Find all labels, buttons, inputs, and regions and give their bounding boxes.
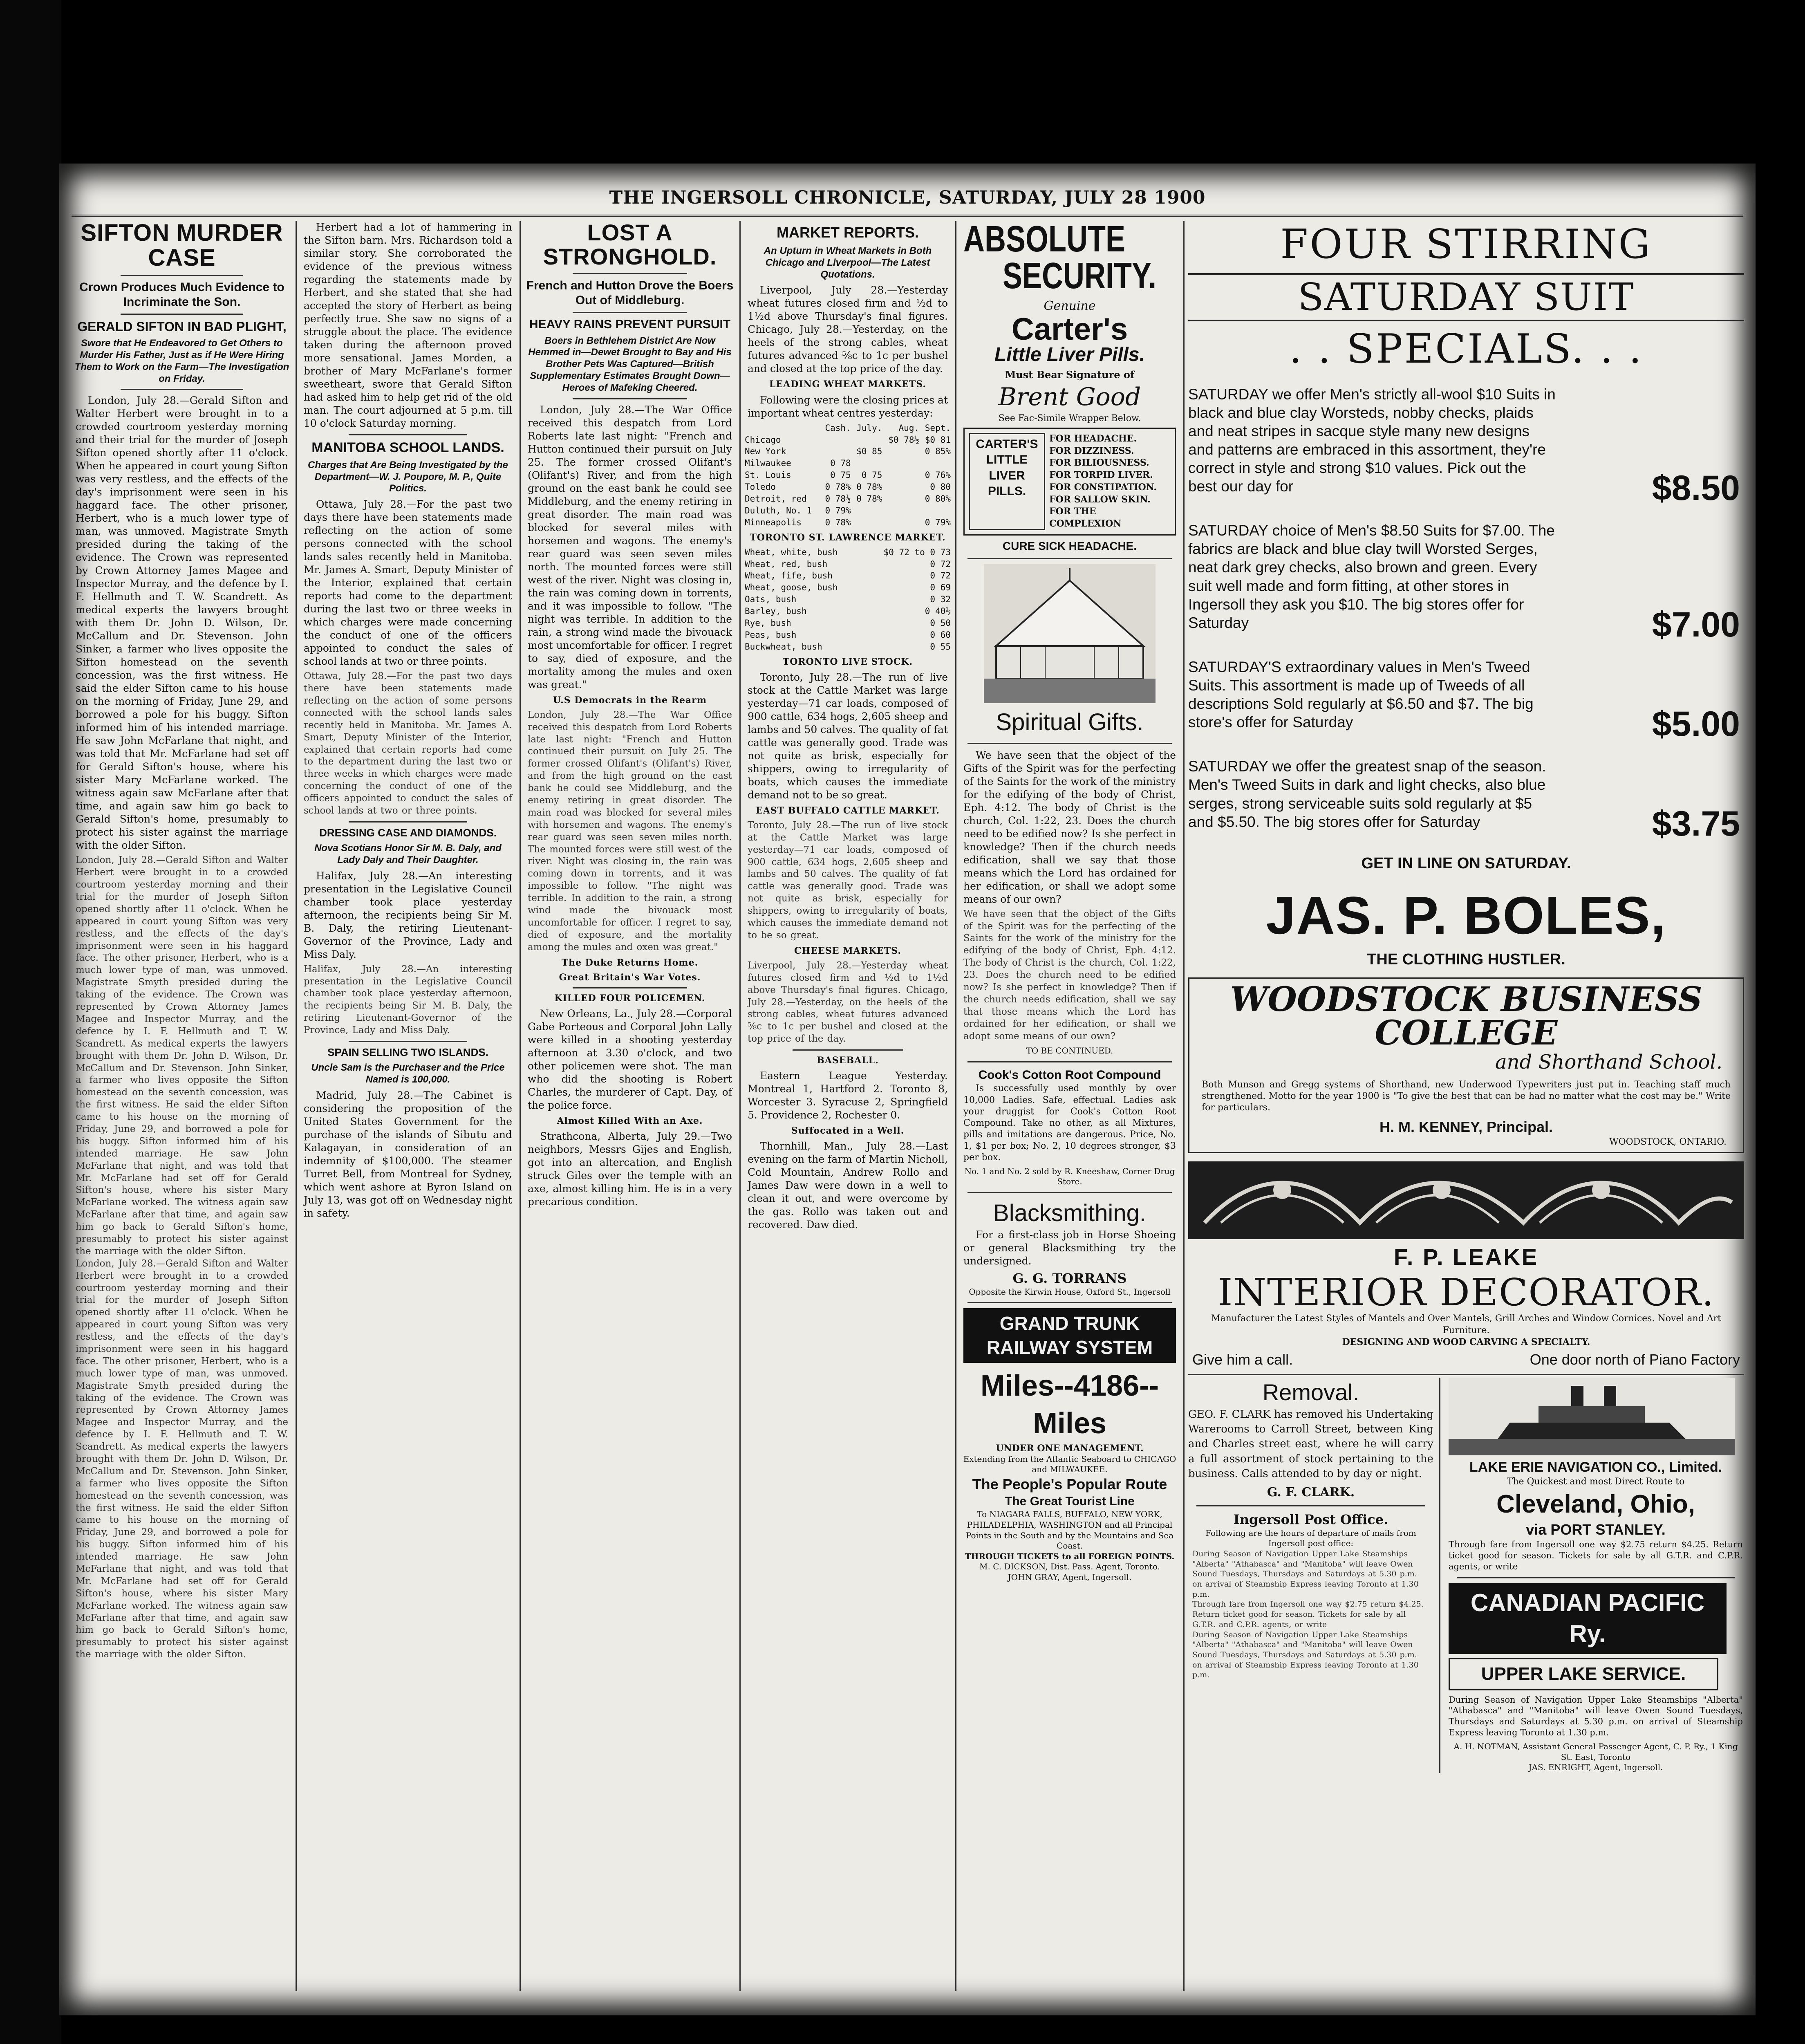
list-item: FOR DIZZINESS. (1049, 445, 1134, 456)
post-office-title: Ingersoll Post Office. (1233, 1511, 1388, 1527)
post-office-schedule: During Season of Navigation Upper Lake Steamships "Alberta" "Athabasca" and "Manitoba" will leave Owen Sound Tuesdays, Thursdays and Saturdays at 5.30 p.m. on arrival of Steamship Express leaving Toronto at 1.30 p.m. (1192, 1549, 1419, 1599)
suit-special-price: $3.75 (1652, 804, 1740, 843)
manitoba-deck: Charges that Are Being Investigated by the Department—W. J. Poupore, M. P., Quite Politics. (308, 459, 508, 494)
leake-call: Give him a call. (1192, 1351, 1293, 1368)
table-cell (852, 505, 884, 517)
blacksmithing-body (959, 1228, 1180, 1268)
stronghold-deck: Boers in Bethlehem District Are Now Hemmed in—Dewet Brought to Bay and His Brother Pets Was Captured—British Supplementary Estimates Brought Down—Heroes of Mafeking Cheered. (528, 335, 732, 393)
war-votes-headline: Great Britain's War Votes. (559, 972, 701, 983)
grand-trunk-through: THROUGH TICKETS to all FOREIGN POINTS. (965, 1551, 1175, 1561)
table-cell: Wheat, goose, bush (745, 583, 838, 593)
table-cell: Milwaukee (745, 458, 791, 468)
sifton-continued (300, 221, 516, 430)
page-masthead: THE INGERSOLL CHRONICLE, SATURDAY, JULY 28 1900 (609, 187, 1206, 208)
table-cell: Barley, bush (745, 606, 807, 616)
sifton-paragraph-cont: Herbert had a lot of hammering in the Sifton barn. Mrs. Richardson told a similar story. She corroborated the evidence of the previous witness regarding the statements made by Herbert, and she stated that she had accepted the story of Herbert as being perfectly true. She saw no signs of a struggle about the place. The evidence taken during the afternoon proved more sensational. James Morden, a brother of Mary McFarlane's former sweetheart, swore that Gerald Sifton had asked him to help get rid of the old man. The court adjourned at 5 p.m. till 10 o'clock Saturday morning. (304, 221, 512, 429)
list-item: FOR BILIOUSNESS. (1049, 457, 1149, 468)
table-row (743, 594, 952, 605)
stronghold-headline: LOST A STRONGHOLD. (543, 221, 717, 269)
suit-special-4 (1188, 757, 1744, 845)
grand-trunk-line: The Great Tourist Line (1005, 1494, 1135, 1508)
table-cell: 0 72 (930, 559, 951, 569)
st-lawrence-table (743, 547, 952, 653)
spain-body (300, 1089, 516, 1220)
carter-sig-note: Must Bear Signature of (1005, 369, 1135, 381)
cpr-banner: CANADIAN PACIFIC Ry. (1449, 1583, 1727, 1654)
column-5-ads (959, 221, 1180, 1991)
stronghold-body (524, 403, 736, 691)
table-cell: Buckwheat, bush (745, 641, 822, 652)
cooks-paragraph: Is successfully used monthly by over 10,000 Ladies. Safe, effectual. Ladies ask your druggist for Cook's Cotton Root Compound. Take no other, as all Mixtures, pills and imitations are dangerous. Price, No. 1, $1 per box; No. 2, 10 degrees stronger, $3 per box. (963, 1083, 1176, 1163)
woodstock-principal: H. M. KENNEY, Principal. (1379, 1118, 1553, 1136)
market-headline: MARKET REPORTS. (776, 224, 919, 241)
suit-special-price: $8.50 (1652, 468, 1740, 508)
table-cell: Duluth, No. 1 (745, 505, 812, 515)
lake-erie-city: Cleveland, Ohio, (1496, 1490, 1695, 1518)
manitoba-body (300, 498, 516, 668)
st-lawrence-title: TORONTO ST. LAWRENCE MARKET. (750, 532, 946, 543)
cooks-footer: No. 1 and No. 2 sold by R. Kneeshaw, Corner Drug Store. (964, 1166, 1175, 1187)
cpr-body: During Season of Navigation Upper Lake Steamships "Alberta" "Athabasca" and "Manitoba" will leave Owen Sound Tuesdays, Thursdays and Saturdays at 5.30 p.m. on arrival of Steamship Express leaving Toronto at 1.30 p.m. (1449, 1694, 1743, 1738)
leake-body: Manufacturer the Latest Styles of Mantels and Over Mantels, Grill Arches and Window Cornices. Novel and Art Furniture. (1211, 1313, 1722, 1336)
spain-paragraph: Madrid, July 28.—The Cabinet is considering the proposition of the United States Government for the purchase of the islands of Sibutu and Kalagayan, in consideration of an indemnity of $100,000. The steamer Turret Bell, from Montreal for Sydney, which went ashore at Byron Island on July 13, was got off on Wednesday night in safety. (304, 1089, 512, 1219)
table-cell: 0 78% (825, 482, 851, 492)
grand-trunk-banner: GRAND TRUNK RAILWAY SYSTEM (963, 1308, 1176, 1363)
cpr-local-agent: JAS. ENRIGHT, Agent, Ingersoll. (1528, 1762, 1663, 1773)
divider (573, 273, 687, 274)
removal-body: GEO. F. CLARK has removed his Undertaking Warerooms to Carroll Street, between King and Charles street east, where he will carry a full assortment of stock pertaining to the business. Calls attended to by day or night. (1188, 1408, 1433, 1480)
tent-illustration (984, 564, 1156, 703)
removal-title: Removal. (1262, 1379, 1359, 1405)
table-cell: 0 32 (930, 594, 951, 605)
post-office-schedule-3: During Season of Navigation Upper Lake Steamships "Alberta" "Athabasca" and "Manitoba" will leave Owen Sound Tuesdays, Thursdays and Saturdays at 5.30 p.m. on arrival of Steamship Express leaving Toronto at 1.30 p.m. (1192, 1630, 1419, 1680)
grand-trunk-places: To NIAGARA FALLS, BUFFALO, NEW YORK, PHILADELPHIA, WASHINGTON and all Principal Points in the South and by the Mountains and Sea Coast. (965, 1509, 1174, 1551)
blacksmith-name: G. G. TORRANS (1012, 1270, 1127, 1286)
blacksmithing-paragraph: For a first-class job in Horse Shoeing or general Blacksmithing try the undersigned. (963, 1228, 1176, 1267)
divider (573, 312, 687, 313)
blacksmith-address: Opposite the Kirwin House, Oxford St., Ingersoll (969, 1286, 1171, 1297)
removal-and-post-office (1188, 1378, 1440, 1773)
column-4 (743, 221, 952, 1991)
divider (121, 389, 243, 390)
policemen-paragraph: New Orleans, La., July 28.—Corporal Gabe Porteous and Corporal John Lally were killed in a shooting yesterday afternoon at 3.30 o'clock, and two other policemen were shot. The man who did the shooting is Robert Charles, the murderer of Capt. Day, of the police force. (528, 1008, 732, 1112)
newspaper-page (59, 164, 1756, 2015)
table-row (743, 617, 952, 629)
table-header-cell: July. (856, 423, 882, 433)
table-cell: 0 76% (925, 470, 951, 480)
table-cell: 0 85% (925, 446, 951, 457)
table-row (743, 446, 952, 457)
sifton-headline: SIFTON MURDER CASE (81, 221, 283, 271)
stronghold-subhead-2: HEAVY RAINS PREVENT PURSUIT (529, 317, 731, 331)
lake-erie-body: Through fare from Ingersoll one way $2.75 return $4.25. Return ticket good for season. Tickets for sale by all G.T.R. and C.P.R. agents, or write (1449, 1540, 1743, 1571)
dressing-case-continued: Halifax, July 28.—An interesting presentation in the Legislative Council chamber took place yesterday afternoon, the recipients being Sir M. B. Daly, the retiring Lieutenant-Governor of the Province, Lady and Miss Daly. (304, 964, 512, 1036)
list-item: FOR CONSTIPATION. (1049, 482, 1157, 493)
boles-tagline: THE CLOTHING HUSTLER. (1367, 950, 1565, 968)
carter-wrapper-facsimile (963, 428, 1176, 536)
spain-deck: Uncle Sam is the Purchaser and the Price Named is 100,000. (311, 1062, 505, 1085)
table-cell (883, 517, 920, 529)
divider (121, 275, 243, 276)
removal-signature: G. F. CLARK. (1267, 1485, 1355, 1499)
leake-location: One door north of Piano Factory (1530, 1351, 1740, 1368)
divider (121, 314, 243, 315)
sifton-continued-text: London, July 28.—Gerald Sifton and Walter Herbert were brought in to a crowded courtroom yesterday morning and their trial for the murder of Joseph Sifton opened shortly after 11 o'clock. When he appeared in court young Sifton was very restless, and the effects of the day's imprisonment were seen in his haggard face. The other prisoner, Herbert, who is a much lower type of man, was unmoved. Magistrate Smyth presided during the taking of the evidence. The Crown was represented by Crown Attorney James Magee and Inspector Murray, and the defence by I. F. Hellmuth and T. W. Scandrett. As medical experts the lawyers brought with them Dr. John D. Wilson, Dr. McCallum and Dr. Stevenson. John Sinker, a farmer who lives opposite the Sifton homestead on the seventh concession, was the first witness. He said the elder Sifton came to his house on the morning of Friday, June 29, and borrowed a pole for his buggy. Sifton informed him of his intended marriage. He saw John McFarlane that night, and was told that Mr. McFarlane had set off for Gerald Sifton's house, where his sister Mary McFarlane worked. The witness again saw McFarlane after that time, and again saw him go back to Gerald Sifton's home, presumably to protect his sister against the marriage with the older Sifton. (76, 855, 288, 1257)
table-cell: 0 72 (930, 571, 951, 581)
table-cell: 0 78% (856, 493, 882, 504)
to-be-continued: TO BE CONTINUED. (1026, 1046, 1113, 1056)
masthead-rule (72, 215, 1743, 217)
column-1 (72, 221, 292, 1991)
carter-brand: Carter's (1011, 312, 1128, 347)
grand-trunk-management: UNDER ONE MANAGEMENT. (996, 1443, 1144, 1454)
lake-erie-via: via PORT STANLEY. (1526, 1521, 1666, 1538)
table-cell: 0 55 (930, 641, 951, 652)
spiritual-gifts-body (959, 749, 1180, 906)
sifton-deck: Swore that He Endeavored to Get Others to Murder His Father, Just as if He Were Hiring Them to Work on the Farm—The Investigation on Friday. (74, 338, 289, 384)
policemen-body (524, 1007, 736, 1112)
column-rule (520, 221, 521, 1991)
carter-signature: Brent Good (998, 383, 1141, 412)
lake-erie-title: LAKE ERIE NAVIGATION CO., Limited. (1469, 1459, 1722, 1475)
table-cell: 0 78½ (825, 493, 851, 504)
wheat-markets-table (743, 422, 952, 529)
stronghold-paragraph: London, July 28.—The War Office received this despatch from Lord Roberts late last night: "French and Hutton continued their pursuit on July 25. The former crossed Olifant's (Olifant's) River, and from the high ground on the east bank he could see Middleburg, and the enemy retiring in great disorder. The main road was blocked for several miles with horsemen and wagons. The enemy's rear guard was seen seven miles north. The mounted forces were still west of the river. Night was closing in, the rain was coming down in torrents, and it was impossible to follow. "The night was terrible. In addition to the rain, a strong wind made the bivouack most uncomfortable for officer. I regret to say, died of exposure, and the mortality among the mules and oxen was great." (528, 403, 732, 690)
sifton-continued-text-2: London, July 28.—Gerald Sifton and Walter Herbert were brought in to a crowded courtroom yesterday morning and their trial for the murder of Joseph Sifton opened shortly after 11 o'clock. When he appeared in court young Sifton was very restless, and the effects of the day's imprisonment were seen in his haggard face. The other prisoner, Herbert, who is a much lower type of man, was unmoved. Magistrate Smyth presided during the taking of the evidence. The Crown was represented by Crown Attorney James Magee and Inspector Murray, and the defence by I. F. Hellmuth and T. W. Scandrett. As medical experts the lawyers brought with them Dr. John D. Wilson, Dr. McCallum and Dr. Stevenson. John Sinker, a farmer who lives opposite the Sifton homestead on the seventh concession, was the first witness. He said the elder Sifton came to his house on the morning of Friday, June 29, and borrowed a pole for his buggy. Sifton informed him of his intended marriage. He saw John McFarlane that night, and was told that Mr. McFarlane had set off for Gerald Sifton's house, where his sister Mary McFarlane worked. The witness again saw McFarlane after that time, and again saw him go back to Gerald Sifton's home, presumably to protect his sister against the marriage with the older Sifton. (76, 1258, 288, 1660)
table-cell: $0 72 to 0 73 (883, 547, 951, 557)
leake-title: INTERIOR DECORATOR. (1218, 1271, 1715, 1315)
list-item: FOR TORPID LIVER. (1049, 470, 1153, 481)
scan-left-edge (0, 0, 61, 2044)
table-cell: Oats, bush (745, 594, 797, 605)
wheat-table-intro (743, 394, 952, 420)
divider (967, 1302, 1172, 1303)
column-rule (296, 221, 297, 1991)
table-cell: Toledo (745, 482, 776, 492)
table-row (743, 469, 952, 481)
baseball-paragraph: Eastern League Yesterday. Montreal 1, Hartford 2. Toronto 8, Worcester 3. Syracuse 2, Springfield 5. Providence 2, Rochester 0. (748, 1070, 948, 1121)
table-cell: Wheat, fife, bush (745, 571, 833, 581)
carter-headline-2: SECURITY. (1003, 256, 1157, 296)
table-cell: Wheat, red, bush (745, 559, 828, 569)
divider (1196, 1505, 1425, 1506)
table-cell: 0 79% (925, 517, 951, 527)
live-stock-title: TORONTO LIVE STOCK. (782, 656, 913, 667)
table-row (743, 434, 952, 446)
table-cell: 0 80 (930, 482, 951, 492)
carter-cure: CURE SICK HEADACHE. (1002, 539, 1137, 552)
table-cell: Chicago (745, 435, 781, 445)
sifton-paragraph: London, July 28.—Gerald Sifton and Walter Herbert were brought in to a crowded courtroom yesterday morning and their trial for the murder of Joseph Sifton opened shortly after 11 o'clock. When he appeared in court young Sifton was very restless, and the effects of the day's imprisonment were seen in his haggard face. The other prisoner, Herbert, who is a much lower type of man, was unmoved. Magistrate Smyth presided during the taking of the evidence. The Crown was represented by Crown Attorney James Magee and Inspector Murray, and the defence by I. F. Hellmuth and T. W. Scandrett. As medical experts the lawyers brought with them Dr. John D. Wilson, Dr. McCallum and Dr. Stevenson. John Sinker, a farmer who lives opposite the Sifton homestead on the seventh concession, was the first witness. He said the elder Sifton came to his house on the morning of Friday, June 29, and borrowed a pole for his buggy. Sifton informed him of his intended marriage. He saw John McFarlane that night, and was told that Mr. McFarlane had set off for Gerald Sifton's house, where his sister Mary McFarlane worked. The witness again saw McFarlane after that time, and again saw him go back to Gerald Sifton's home, presumably to protect his sister against the marriage with the older Sifton. (76, 394, 288, 852)
lower-ads-row (1188, 1378, 1744, 1773)
table-cell (852, 457, 884, 469)
well-paragraph: Thornhill, Man., July 28.—Last evening on the farm of Martin Nicholl, Cold Mountain, Andrew Rollo and James Daw were down in a well to clean it out, and were overcome by the gas. Rollo was taken out and recovered. Daw died. (748, 1140, 948, 1231)
duke-headline: The Duke Returns Home. (561, 957, 699, 968)
dressing-case-paragraph: Halifax, July 28.—An interesting presentation in the Legislative Council chamber took place yesterday afternoon, the recipients being Sir M. B. Daly, the retiring Lieutenant-Governor of the Province, Lady and Miss Daly. (304, 870, 512, 960)
spiritual-gifts-title: Spiritual Gifts. (996, 709, 1144, 736)
table-cell: Rye, bush (745, 618, 791, 628)
lake-erie-sub: The Quickest and most Direct Route to (1507, 1477, 1685, 1487)
table-cell (883, 505, 920, 517)
buffalo-body: Toronto, July 28.—The run of live stock at the Cattle Market was large yesterday—71 car loads, composed of 900 cattle, 634 hogs, 2,605 sheep and lambs and 50 calves. The quality of fat cattle was generally good. Trade was not quite as brisk, especially for shippers, owing to irregularity of boats, which causes the immediate demand not to be so great. (748, 820, 948, 941)
buffalo-title: EAST BUFFALO CATTLE MARKET. (756, 805, 940, 816)
table-cell: Detroit, red (745, 493, 807, 504)
table-cell: 0 60 (930, 630, 951, 640)
table-cell: Minneapolis (745, 517, 802, 527)
carter-headline-1: ABSOLUTE (963, 221, 1125, 260)
baseball-title: BASEBALL. (817, 1055, 879, 1066)
table-row (743, 517, 952, 529)
baseball-body (743, 1069, 952, 1122)
table-header-row (743, 422, 952, 434)
wheat-intro-text: Following were the closing prices at important wheat centres yesterday: (748, 394, 948, 419)
column-rule (739, 221, 741, 1991)
democrats-body: London, July 28.—The War Office received this despatch from Lord Roberts late last night: "French and Hutton continued their pursuit on July 25. The former crossed Olifant's (Olifant's) River, and from the high ground on the east bank he could see Middleburg, and the enemy retiring in great disorder. The main road was blocked for several miles with horsemen and wagons. The enemy's rear guard was seen seven miles north. The mounted forces were still west of the river. Night was closing in, the rain was coming down in torrents, and it was impossible to follow. "The night was terrible. In addition to the rain, a strong wind made the bivouack most uncomfortable for officer. I regret to say, died of exposure, and the mortality among the mules and oxen was great." (528, 709, 732, 953)
table-cell: New York (745, 446, 786, 457)
divider (573, 398, 687, 399)
well-title: Suffocated in a Well. (791, 1125, 905, 1136)
grand-trunk-route: The People's Popular Route (972, 1475, 1167, 1493)
list-item: FOR HEADACHE. (1049, 433, 1137, 444)
table-cell: 0 75 (830, 470, 851, 480)
table-cell (821, 434, 852, 446)
column-rule (955, 221, 956, 1991)
woodstock-place: WOODSTOCK, ONTARIO. (1609, 1137, 1727, 1148)
table-header-cell (743, 422, 821, 434)
table-cell: 0 69 (930, 583, 951, 593)
divider (967, 743, 1172, 744)
table-row (743, 570, 952, 582)
divider (967, 558, 1172, 559)
table-cell: 0 40½ (925, 606, 951, 616)
wheat-table-title: LEADING WHEAT MARKETS. (769, 379, 927, 390)
suit-special-2 (1188, 521, 1744, 646)
table-cell: 0 79% (825, 505, 851, 515)
table-cell: $0 81 (925, 435, 951, 445)
live-stock-body (743, 671, 952, 802)
table-cell (883, 469, 920, 481)
boles-name: JAS. P. BOLES, (1266, 885, 1666, 946)
table-header-cell: Cash. (825, 423, 851, 433)
cpr-agent: A. H. NOTMAN, Assistant General Passenger Agent, C. P. Ry., 1 King St. East, Toronto (1453, 1741, 1738, 1762)
list-item: FOR SALLOW SKIN. (1049, 494, 1151, 505)
table-cell (821, 446, 852, 457)
market-paragraph: Liverpool, July 28.—Yesterday wheat futures closed firm and ½d to 1½d above Thursday's final figures. Chicago, July 28.—Yesterday, on the heels of the strong cables, wheat futures advanced ⅝c to 1c per bushel and closed at the top price of the day. (748, 284, 948, 375)
steamship-ads (1449, 1378, 1743, 1773)
column-6-ads (1188, 221, 1744, 1991)
sifton-subhead-2: GERALD SIFTON IN BAD PLIGHT, (77, 319, 287, 334)
table-row (743, 641, 952, 653)
table-row (743, 605, 952, 617)
stronghold-subhead: French and Hutton Drove the Boers Out of Middleburg. (526, 278, 734, 307)
carter-ad (959, 221, 1180, 294)
carter-box-label: CARTER'S LITTLE LIVER PILLS. (969, 433, 1045, 530)
divider (573, 987, 687, 988)
divider (1457, 1577, 1735, 1578)
leake-name: F. P. LEAKE (1393, 1244, 1539, 1270)
boles-line: GET IN LINE ON SATURDAY. (1361, 854, 1571, 872)
axe-body (524, 1130, 736, 1208)
spiritual-gifts-paragraph: We have seen that the object of the Gifts of the Spirit was for the perfecting of the Saints for the work of the ministry for the edifying of the body of Christ, Eph. 4:12. The body of Christ is the church, Col. 1:22, 23. Does the church need to be edified now? Is she perfect in knowledge? Then if the church needs edification, shall we say that those means which the Lord has ordained for her edification, or shall we adopt some means of our own? (963, 749, 1176, 905)
table-cell: 0 50 (930, 618, 951, 628)
cpr-upper-lake: UPPER LAKE SERVICE. (1449, 1658, 1718, 1690)
woodstock-subtitle: and Shorthand School. (1495, 1051, 1722, 1074)
cooks-body (959, 1083, 1180, 1163)
live-stock-paragraph: Toronto, July 28.—The run of live stock at the Cattle Market was large yesterday—71 car loads, composed of 900 cattle, 634 hogs, 2,605 sheep and lambs and 50 calves. The quality of fat cattle was generally good. Trade was not quite as brisk, especially for shippers, owing to irregularity of boats, which causes the immediate demand not to be so great. (748, 671, 948, 801)
divider (967, 1061, 1172, 1062)
manitoba-headline: MANITOBA SCHOOL LANDS. (311, 440, 504, 455)
cheese-title: CHEESE MARKETS. (794, 945, 901, 956)
grand-trunk-local-agent: JOHN GRAY, Agent, Ingersoll. (1008, 1572, 1132, 1582)
list-item: FOR THE COMPLEXION (1049, 506, 1122, 529)
table-cell (852, 517, 884, 529)
cooks-title: Cook's Cotton Root Compound (978, 1068, 1161, 1082)
grand-trunk-miles: Miles--4186--Miles (980, 1369, 1159, 1440)
axe-headline: Almost Killed With an Axe. (557, 1116, 703, 1127)
carter-brand-2: Little Liver Pills. (994, 344, 1145, 366)
carter-genuine: Genuine (1044, 299, 1096, 313)
table-cell: 0 78% (856, 482, 882, 492)
column-rule (1183, 221, 1185, 1991)
leake-footer (1188, 1348, 1744, 1372)
grand-trunk-extent: Extending from the Atlantic Seaboard to CHICAGO and MILWAUKEE. (963, 1454, 1176, 1475)
table-cell: $0 85 (856, 446, 882, 457)
carter-uses-list (1049, 433, 1171, 530)
divider (793, 1049, 903, 1051)
table-row (743, 505, 952, 517)
well-body (743, 1140, 952, 1231)
woodstock-title: WOODSTOCK BUSINESS COLLEGE (1230, 980, 1702, 1053)
divider (1188, 1374, 1744, 1375)
blacksmithing-title: Blacksmithing. (993, 1199, 1146, 1226)
divider (349, 1041, 467, 1042)
spain-headline: SPAIN SELLING TWO ISLANDS. (327, 1046, 488, 1058)
table-header-cell: Sept. (925, 423, 951, 433)
woodstock-college-ad (1188, 977, 1744, 1153)
table-cell (883, 446, 920, 457)
table-cell (883, 481, 920, 493)
suit-special-text: SATURDAY choice of Men's $8.50 Suits for $7.00. The fabrics are black and blue clay twill Worsted Serges, neat dark grey checks, also brown and green. Every suit well made and form fitting, at other stores in Ingersoll they ask you $10. The big stores offer for Saturday (1188, 522, 1555, 631)
suit-special-3 (1188, 658, 1744, 746)
spiritual-gifts-continued: We have seen that the object of the Gifts of the Spirit was for the perfecting of the Saints for the work of the ministry for the edifying of the body of Christ, Eph. 4:12. The body of Christ is the church, Col. 1:22, 23. Does the church need to be edified now? Is she perfect in knowledge? Then if the church needs edification, shall we say that those means which the Lord has ordained for her edification, or shall we adopt some means of our own? (963, 908, 1176, 1042)
steamship-illustration (1449, 1378, 1735, 1455)
woodstock-body: Both Munson and Gregg systems of Shorthand, new Underwood Typewriters just put in. Teaching staff much strengthened. Motto for the year 1900 is "To give the best that can be had no matter what the cost may be." Write for particulars. (1202, 1079, 1731, 1113)
table-cell: Peas, bush (745, 630, 797, 640)
suit-special-price: $7.00 (1652, 605, 1740, 644)
manitoba-paragraph: Ottawa, July 28.—For the past two days there have been statements made reflecting on the action of some persons connected with the school lands sales recently held in Manitoba. Mr. James A. Smart, Deputy Minister of the Interior, explained that certain reports had come to the department during the last two or three weeks in which charges were made concerning the conduct of one of the officers appointed to conduct the sales of school lands at two or three points. (304, 498, 512, 668)
boles-heading-1: FOUR STIRRING (1280, 221, 1652, 268)
suit-special-text: SATURDAY we offer the greatest snap of the season. Men's Tweed Suits in dark and light checks, also blue serges, strong serviceable suits sold regularly at $5 and $5.50. The big stores offer for Saturday (1188, 758, 1546, 830)
sifton-subhead: Crown Produces Much Evidence to Incriminate the Son. (79, 280, 284, 309)
market-body (743, 284, 952, 375)
market-deck: An Upturn in Wheat Markets in Both Chicago and Liverpool—The Latest Quotations. (764, 245, 932, 280)
table-cell: 0 78 (830, 458, 851, 468)
democrats-headline: U.S Democrats in the Rearm (553, 695, 707, 706)
suit-special-text: SATURDAY we offer Men's strictly all-wool $10 Suits in black and blue clay Worsteds, nobby checks, plaids and neat stripes in sacque style many new designs and patterns are embraced in this assortment, they're correct in style and strong $10 values. Pick out the best our day for (1188, 385, 1556, 495)
column-2 (300, 221, 516, 1991)
table-row (743, 481, 952, 493)
boles-heading-3: . . SPECIALS. . . (1289, 325, 1644, 372)
table-cell: Wheat, white, bush (745, 547, 838, 557)
table-cell (883, 493, 920, 505)
table-cell: $0 78½ (888, 435, 920, 445)
sifton-article-body (72, 394, 292, 852)
suit-special-1 (1188, 385, 1744, 510)
dressing-case-deck: Nova Scotians Honor Sir M. B. Daly, and Lady Daly and Their Daughter. (314, 843, 502, 865)
table-row (743, 493, 952, 505)
leake-specialty: DESIGNING AND WOOD CARVING A SPECIALTY. (1342, 1336, 1590, 1347)
table-row (743, 547, 952, 558)
table-cell (920, 457, 952, 469)
table-cell: 0 75 (861, 470, 882, 480)
table-row (743, 558, 952, 570)
grand-trunk-agent: M. C. DICKSON, Dist. Pass. Agent, Toronto. (979, 1562, 1160, 1572)
suit-special-text: SATURDAY'S extraordinary values in Men's Tweed Suits. This assortment is made up of Tweeds of all descriptions Sold regularly at $6.50 and $7. The big store's offer for Saturday (1188, 658, 1534, 731)
divider (349, 434, 467, 435)
post-office-schedule-2: Through fare from Ingersoll one way $2.75 return $4.25. Return ticket good for season. Tickets for sale by all G.T.R. and C.P.R. agents, or write (1192, 1600, 1424, 1629)
table-header-cell: Aug. (898, 423, 920, 433)
suit-special-price: $5.00 (1652, 704, 1740, 744)
table-row (743, 629, 952, 641)
divider (967, 1192, 1172, 1193)
column-3 (524, 221, 736, 1991)
manitoba-continued: Ottawa, July 28.—For the past two days there have been statements made reflecting on the action of some persons connected with the school lands sales recently held in Manitoba. Mr. James A. Smart, Deputy Minister of the Interior, explained that certain reports had come to the department during the last two or three weeks in which charges were made concerning the conduct of one of the officers appointed to conduct the sales of school lands at two or three points. (304, 671, 512, 816)
dressing-case-headline: DRESSING CASE AND DIAMONDS. (319, 826, 497, 839)
cheese-body: Liverpool, July 28.—Yesterday wheat futures closed firm and ½d to 1½d above Thursday's final figures. Chicago, July 28.—Yesterday, on the heels of the strong cables, wheat futures advanced ⅝c to 1c per bushel and closed at the top price of the day. (748, 960, 948, 1044)
table-row (743, 582, 952, 594)
table-cell (920, 505, 952, 517)
table-cell: 0 80% (925, 493, 951, 504)
dressing-case-body (300, 870, 516, 961)
boles-heading-2: SATURDAY SUIT (1188, 273, 1744, 321)
decorative-scroll-banner (1188, 1161, 1744, 1239)
table-cell: 0 78% (825, 517, 851, 527)
table-row (743, 457, 952, 469)
policemen-headline: KILLED FOUR POLICEMEN. (554, 993, 705, 1004)
carter-wrapper-note: See Fac-Simile Wrapper Below. (998, 413, 1141, 424)
post-office-intro: Following are the hours of departure of mails from Ingersoll post office: (1205, 1528, 1416, 1549)
table-cell (883, 457, 920, 469)
divider (349, 821, 467, 823)
table-cell: St. Louis (745, 470, 791, 480)
table-cell (852, 434, 884, 446)
axe-paragraph: Strathcona, Alberta, July 29.—Two neighbors, Messrs Gijes and English, got into an altercation, and English struck Giles over the temple with an axe, almost killing him. He is in a very precarious condition. (528, 1130, 732, 1208)
